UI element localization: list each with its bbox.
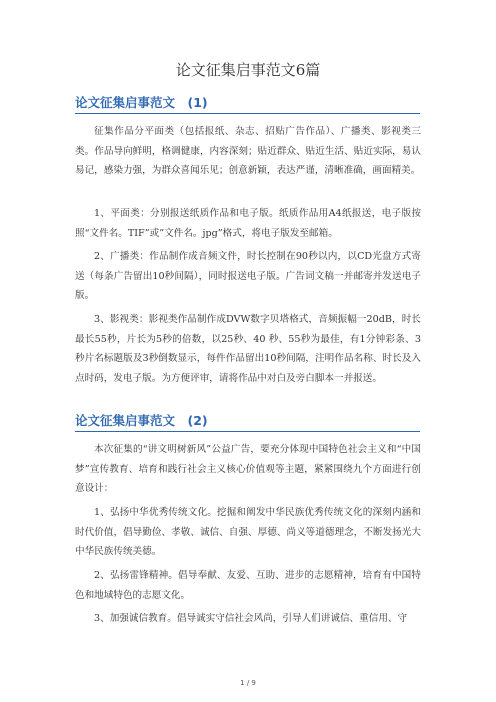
section-1-paragraph-1: 征集作品分平面类（包括报纸、杂志、招贴广告作品）、广播类、影视类三类。作品导向鲜明，格调健康，内容深刻；贴近群众、贴近生活、贴近实际，易认易记，感染力强，为群众喜闻乐见；创意新颖，表达严谨，清晰准确，画面精美。 bbox=[75, 126, 421, 177]
section-heading-2: 论文征集启事范文 (2) bbox=[75, 412, 420, 432]
page-number: 1 / 9 bbox=[240, 679, 256, 687]
section-2-paragraph-3: 2、弘扬雷锋精神。倡导奉献、友爱、互助、进步的志愿精神，培育有中国特色和地域特色的志愿文化。 bbox=[75, 570, 421, 601]
section-2-paragraph-2: 1、弘扬中华优秀传统文化。挖掘和阐发中华民族优秀传统文化的深刻内涵和时代价值，倡导勤俭、孝敬、诚信、自强、厚德、尚义等道德理念，不断发扬光大中华民族传统美德。 bbox=[75, 507, 421, 558]
section-2-paragraph-1: 本次征集的“讲文明树新风”公益广告，要充分体现中国特色社会主义和“中国梦”宣传教育、培育和践行社会主义核心价值观等主题，紧紧围绕九个方面进行创意设计： bbox=[75, 444, 421, 495]
section-1-paragraph-3: 2、广播类：作品制作成音频文件，时长控制在90秒以内，以CD光盘方式寄送（每条广告留出10秒间隔），同时报送电子版。广告词文稿一并邮寄并发送电子版。 bbox=[75, 251, 421, 302]
section-1-paragraph-2: 1、平面类：分别报送纸质作品和电子版。纸质作品用A4纸报送，电子版按照“文件名。TIF”或”文件名。jpg”格式，将电子版发至邮箱。 bbox=[75, 208, 421, 239]
section-heading-1: 论文征集启事范文 (1) bbox=[75, 94, 420, 114]
document-title: 论文征集启事范文6篇 bbox=[175, 61, 321, 79]
section-1-paragraph-4: 3、影视类：影视类作品制作成DVW数字贝塔格式，音频振幅一20dB，时长最长55秒，片长为5秒的倍数，以25秒、40 秒、55秒为最佳，有1分钟彩条、3秒片名标题版及3秒倒数显示，每件作品留出10秒间隔，注明作品名称、时长及入点时码，发电子版。为方便评审，请将作品中对白及旁白脚本一并报送。 bbox=[75, 314, 421, 384]
section-2-paragraph-4: 3、加强诚信教育。倡导诚实守信社会风尚，引导人们讲诚信、重信用、守 bbox=[94, 613, 408, 624]
